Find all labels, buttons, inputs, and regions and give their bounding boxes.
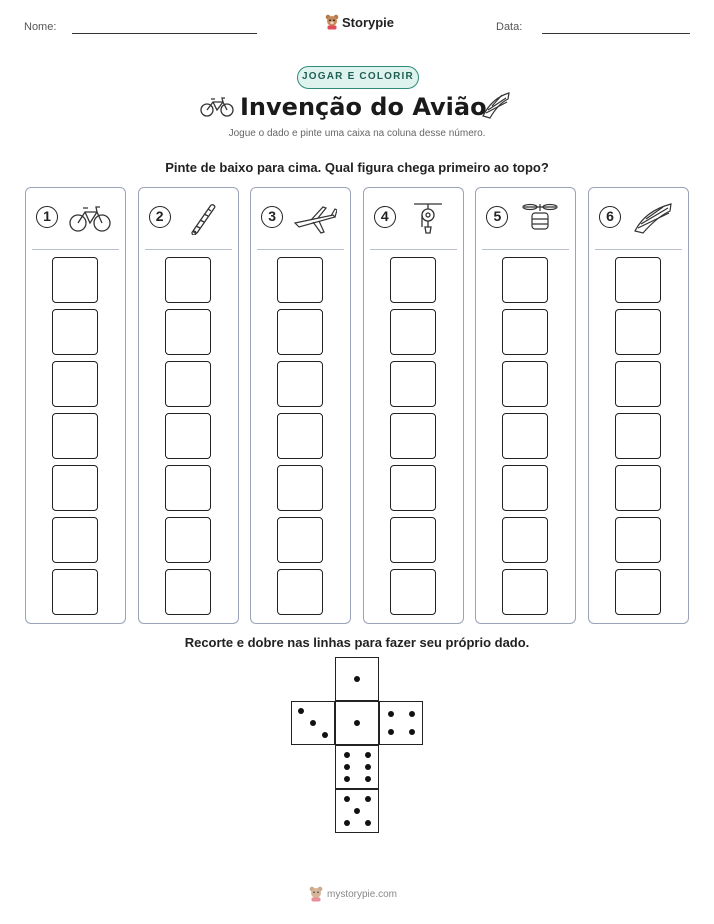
die-face-1 xyxy=(335,701,379,745)
color-box[interactable] xyxy=(52,569,98,615)
footer xyxy=(309,886,397,902)
color-box[interactable] xyxy=(390,517,436,563)
color-box[interactable] xyxy=(165,309,211,355)
die-pip xyxy=(365,776,371,782)
color-box[interactable] xyxy=(615,309,661,355)
color-box[interactable] xyxy=(390,309,436,355)
brand-logo xyxy=(325,14,394,30)
color-box[interactable] xyxy=(615,257,661,303)
die-face-3 xyxy=(291,701,335,745)
column-divider xyxy=(595,249,682,250)
color-box[interactable] xyxy=(52,517,98,563)
die-pip xyxy=(344,776,350,782)
die-pip xyxy=(354,720,360,726)
column-number: 5 xyxy=(486,206,508,228)
color-box[interactable] xyxy=(502,569,548,615)
color-box[interactable] xyxy=(615,413,661,459)
color-box[interactable] xyxy=(502,413,548,459)
die-pip xyxy=(354,676,360,682)
sail-wing-icon xyxy=(631,201,675,235)
die-pip xyxy=(354,808,360,814)
column-divider xyxy=(145,249,232,250)
color-box[interactable] xyxy=(165,361,211,407)
column-number: 6 xyxy=(599,206,621,228)
die-pip xyxy=(409,729,415,735)
color-box[interactable] xyxy=(615,569,661,615)
color-box[interactable] xyxy=(502,517,548,563)
rope-icon xyxy=(181,201,225,235)
name-line[interactable] xyxy=(72,33,257,34)
color-box[interactable] xyxy=(277,517,323,563)
color-box[interactable] xyxy=(165,517,211,563)
bear-logo-icon xyxy=(325,14,339,30)
die-pip xyxy=(365,764,371,770)
color-box[interactable] xyxy=(165,465,211,511)
column-number: 2 xyxy=(149,206,171,228)
date-line[interactable] xyxy=(542,33,690,34)
propeller-engine-icon xyxy=(518,201,562,235)
name-label: Nome: xyxy=(24,21,57,33)
color-box[interactable] xyxy=(277,361,323,407)
color-box[interactable] xyxy=(277,257,323,303)
column-number: 4 xyxy=(374,206,396,228)
bicycle-icon xyxy=(200,96,234,118)
color-box[interactable] xyxy=(52,361,98,407)
die-face-5 xyxy=(335,789,379,833)
color-box[interactable] xyxy=(277,569,323,615)
column-divider xyxy=(370,249,457,250)
category-badge: JOGAR E COLORIR xyxy=(297,66,419,89)
die-pip xyxy=(344,764,350,770)
column-number: 1 xyxy=(36,206,58,228)
color-box[interactable] xyxy=(390,413,436,459)
die-pip xyxy=(344,820,350,826)
sail-wing-icon xyxy=(480,90,512,120)
die-pip xyxy=(298,708,304,714)
color-box[interactable] xyxy=(277,309,323,355)
die-face-1 xyxy=(335,657,379,701)
column-number: 3 xyxy=(261,206,283,228)
color-box[interactable] xyxy=(390,257,436,303)
die-pip xyxy=(365,752,371,758)
color-box[interactable] xyxy=(390,361,436,407)
die-face-6 xyxy=(335,745,379,789)
die-pip xyxy=(365,820,371,826)
die-pip xyxy=(388,711,394,717)
color-box[interactable] xyxy=(502,361,548,407)
color-box[interactable] xyxy=(52,257,98,303)
color-box[interactable] xyxy=(165,257,211,303)
column-5 xyxy=(475,187,576,624)
die-pip xyxy=(322,732,328,738)
die-pip xyxy=(310,720,316,726)
column-divider xyxy=(482,249,569,250)
color-box[interactable] xyxy=(52,465,98,511)
column-3 xyxy=(250,187,351,624)
die-pip xyxy=(344,752,350,758)
color-box[interactable] xyxy=(615,517,661,563)
die-pip xyxy=(365,796,371,802)
pulley-icon xyxy=(406,201,450,235)
column-2 xyxy=(138,187,239,624)
color-box[interactable] xyxy=(502,257,548,303)
airplane-icon xyxy=(293,201,337,235)
subtitle: Jogue o dado e pinte uma caixa na coluna desse número. xyxy=(228,128,486,139)
column-6 xyxy=(588,187,689,624)
color-box[interactable] xyxy=(277,413,323,459)
die-pip xyxy=(388,729,394,735)
bear-logo-icon xyxy=(309,886,323,902)
color-box[interactable] xyxy=(502,309,548,355)
color-box[interactable] xyxy=(165,413,211,459)
die-pip xyxy=(344,796,350,802)
column-divider xyxy=(32,249,119,250)
color-box[interactable] xyxy=(390,465,436,511)
coloring-instruction: Pinte de baixo para cima. Qual figura chega primeiro ao topo? xyxy=(165,160,549,175)
color-box[interactable] xyxy=(502,465,548,511)
die-face-4 xyxy=(379,701,423,745)
color-box[interactable] xyxy=(165,569,211,615)
date-label: Data: xyxy=(496,21,523,33)
brand-name: Storypie xyxy=(342,14,395,30)
dice-instruction: Recorte e dobre nas linhas para fazer seu próprio dado. xyxy=(184,635,530,650)
color-box[interactable] xyxy=(52,413,98,459)
column-1 xyxy=(25,187,126,624)
color-box[interactable] xyxy=(615,465,661,511)
die-pip xyxy=(409,711,415,717)
footer-url: mystorypie.com xyxy=(327,888,398,900)
bicycle-icon xyxy=(68,201,112,235)
column-4 xyxy=(363,187,464,624)
color-box[interactable] xyxy=(52,309,98,355)
color-box[interactable] xyxy=(615,361,661,407)
color-box[interactable] xyxy=(277,465,323,511)
column-divider xyxy=(257,249,344,250)
color-box[interactable] xyxy=(390,569,436,615)
page-title: Invenção do Avião xyxy=(240,93,487,121)
